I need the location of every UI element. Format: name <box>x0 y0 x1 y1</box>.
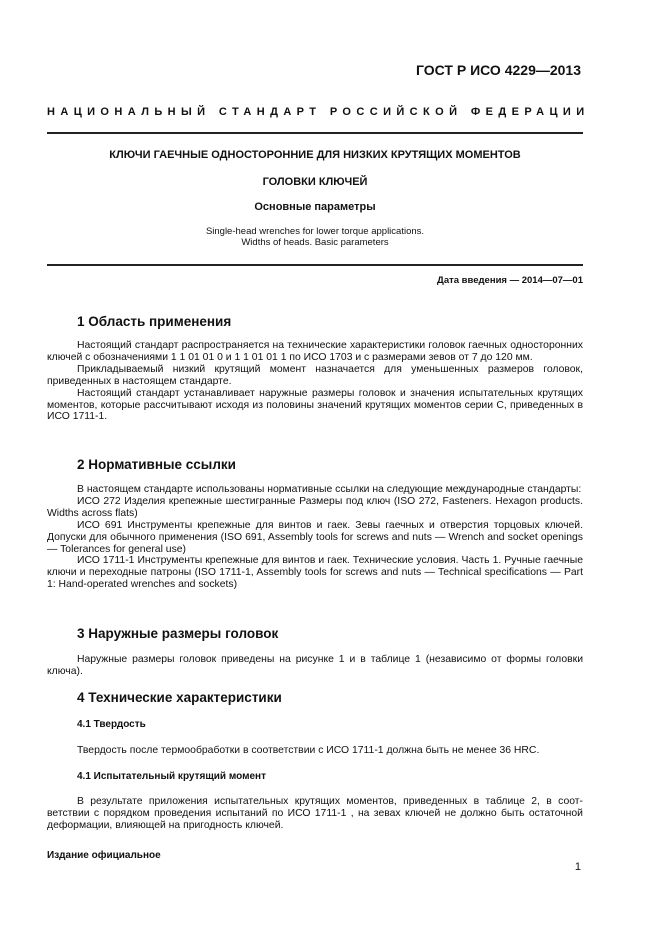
introduction-date: Дата введения — 2014—07—01 <box>437 275 583 286</box>
section-2-paragraph: ИСО 1711-1 Инструменты крепежные для винтов и гаек. Технические условия. Часть 1. Ручные гаечные ключи и переходные патроны (ISO 1711-1, Assembly tools for screws and nuts — Technical specifications — Part 1: Hand-operated wrenches and sockets) <box>47 555 583 591</box>
official-edition-label: Издание официальное <box>47 850 161 861</box>
document-code: ГОСТ Р ИСО 4229—2013 <box>416 62 581 78</box>
header-divider-top <box>47 132 583 134</box>
title-line-2: ГОЛОВКИ КЛЮЧЕЙ <box>262 176 368 188</box>
subsection-4-1-heading: 4.1 Твердость <box>77 719 146 730</box>
section-3-paragraph: Наружные размеры головок приведены на рисунке 1 и в таблице 1 (независимо от формы головки ключа). <box>47 654 583 677</box>
section-2-paragraph: ИСО 272 Изделия крепежные шестигранные Размеры под ключ (ISO 272, Fasteners. Hexagon products. Widths across flats) <box>47 495 583 519</box>
section-2-heading: 2 Нормативные ссылки <box>77 457 236 472</box>
subsection-4-1-paragraph: Твердость после термообработки в соответствии с ИСО 1711-1 должна быть не менее 36 HRC. <box>77 745 540 756</box>
section-2-paragraph: В настоящем стандарте использованы нормативные ссылки на следующие международные стандарты: <box>77 484 582 495</box>
title-line-1: КЛЮЧИ ГАЕЧНЫЕ ОДНОСТОРОННИЕ ДЛЯ НИЗКИХ КРУТЯЩИХ МОМЕНТОВ <box>109 149 521 161</box>
header-divider-bottom <box>47 264 583 266</box>
english-title-line-2: Widths of heads. Basic parameters <box>241 237 389 248</box>
section-1-paragraph: Прикладываемый низкий крутящий момент назначается для уменьшенных размеров головок, приведенных в настоящем стандарте. <box>47 363 583 387</box>
section-1-body <box>47 340 583 423</box>
section-2-paragraph: ИСО 691 Инструменты крепежные для винтов и гаек. Зевы гаечных и отверстия торцовых ключей. Допуски для обычного применения (ISO 691, Assembly tools for screws and nuts — Wrench and socket openings — Tolerances for general use) <box>47 519 583 555</box>
section-1-heading: 1 Область применения <box>77 314 232 329</box>
section-1-paragraph: Настоящий стандарт распространяется на технические характеристики головок гаечных односторонних ключей с обозначениями 1 1 01 01 0 и 1 1 01 01 1 по ИСО 1703 и с размерами зевов от 7 до 120 мм. <box>47 340 583 363</box>
subsection-4-2-heading: 4.1 Испытательный крутящий момент <box>77 771 266 782</box>
title-line-3: Основные параметры <box>254 201 376 213</box>
subsection-4-1-body <box>47 745 583 757</box>
section-1-paragraph: Настоящий стандарт устанавливает наружные размеры головок и значения испытательных крутящих моментов, которые рассчитывают исходя из половины значений крутящих моментов серии С, приведенных в ИСО 1711-1. <box>47 387 583 423</box>
national-standard-header: НАЦИОНАЛЬНЫЙ СТАНДАРТ РОССИЙСКОЙ ФЕДЕРАЦИИ <box>47 106 590 118</box>
english-title <box>47 226 583 248</box>
section-2-body <box>47 484 583 591</box>
subsection-4-2-body <box>47 796 583 832</box>
section-3-heading: 3 Наружные размеры головок <box>77 626 279 641</box>
section-4-heading: 4 Технические характеристики <box>77 690 282 705</box>
subsection-4-2-paragraph: В результате приложения испытательных крутящих моментов, приведенных в таблице 2, в соответствии с порядком проведения испытаний по ИСО 1711-1 , на зевах ключей не должно быть остаточной деформации, влияющей на пригодность ключей. <box>47 796 583 831</box>
english-title-line-1: Single-head wrenches for lower torque applications. <box>205 226 425 237</box>
page-number: 1 <box>574 861 581 873</box>
section-3-body <box>47 654 583 678</box>
